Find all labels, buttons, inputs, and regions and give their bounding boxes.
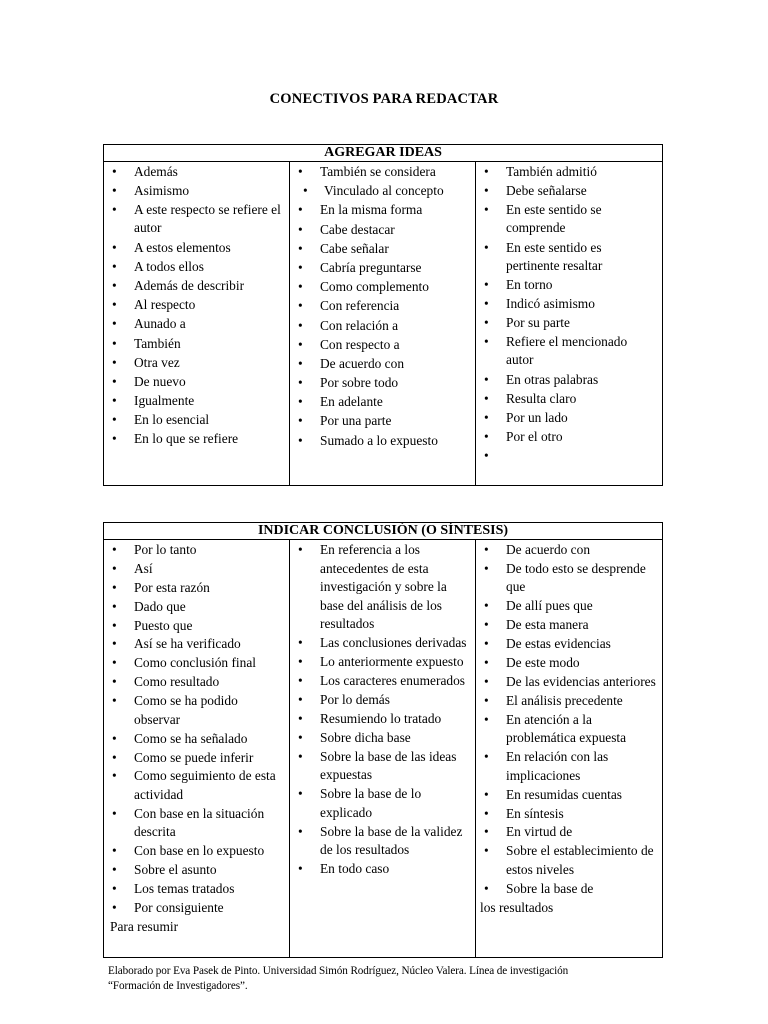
list-item: • En referencia a los antecedentes de esta investigación y sobre la base del análisis de los resultados bbox=[296, 541, 471, 634]
list-item: • Como conclusión final bbox=[110, 654, 285, 673]
list-item: • Cabría preguntarse bbox=[296, 259, 471, 277]
list-item: • En resumidas cuentas bbox=[482, 786, 658, 805]
list-item: • Resulta claro bbox=[482, 390, 658, 408]
conclusion-col-3 bbox=[476, 540, 663, 958]
conclusion-col-1-trailer: Para resumir bbox=[110, 918, 179, 934]
list-item: • Como se puede inferir bbox=[110, 749, 285, 768]
list-item: • En lo esencial bbox=[110, 411, 285, 429]
list-item: • De las evidencias anteriores bbox=[482, 673, 658, 692]
list-item: • Con respecto a bbox=[296, 336, 471, 354]
list-item: • De acuerdo con bbox=[296, 355, 471, 373]
list-item: • Por sobre todo bbox=[296, 374, 471, 392]
list-item: • Los caracteres enumerados bbox=[296, 672, 471, 691]
list-item: • Sobre la base de las ideas expuestas bbox=[296, 748, 471, 785]
list-item: • Sobre la base de la validez de los resultados bbox=[296, 823, 471, 860]
list-item: • Lo anteriormente expuesto bbox=[296, 653, 471, 672]
list-item: • Las conclusiones derivadas bbox=[296, 634, 471, 653]
list-item: • De allí pues que bbox=[482, 597, 658, 616]
list-item: • Los temas tratados bbox=[110, 880, 285, 899]
agregar-col-2 bbox=[290, 162, 476, 486]
conclusion-table bbox=[103, 522, 663, 958]
agregar-ideas-table bbox=[103, 144, 663, 486]
list-item: • Por el otro bbox=[482, 428, 658, 446]
list-item: • Por esta razón bbox=[110, 579, 285, 598]
list-item: • Asimismo bbox=[110, 182, 285, 200]
list-item: • En este sentido se comprende bbox=[482, 201, 658, 237]
list-item: • Sobre el asunto bbox=[110, 861, 285, 880]
list-item: • Con referencia bbox=[296, 297, 471, 315]
list-item: • Al respecto bbox=[110, 296, 285, 314]
list-item: • Además de describir bbox=[110, 277, 285, 295]
list-item: • En lo que se refiere bbox=[110, 430, 285, 448]
list-item: • Con base en la situación descrita bbox=[110, 805, 285, 842]
agregar-col-1 bbox=[104, 162, 290, 486]
conclusion-col-3-trailer: los resultados bbox=[480, 899, 554, 915]
list-item: • En todo caso bbox=[296, 860, 471, 879]
list-item: • También se considera bbox=[296, 163, 471, 181]
footer-credit bbox=[108, 964, 668, 994]
list-item: • Dado que bbox=[110, 598, 285, 617]
list-item: • Como resultado bbox=[110, 673, 285, 692]
list-item: • Resumiendo lo tratado bbox=[296, 710, 471, 729]
list-item: • Por consiguiente bbox=[110, 899, 285, 918]
agregar-col-3 bbox=[476, 162, 663, 486]
list-item: • Con relación a bbox=[296, 317, 471, 335]
list-item: • Cabe señalar bbox=[296, 240, 471, 258]
list-item: • También bbox=[110, 335, 285, 353]
list-item: • En relación con las implicaciones bbox=[482, 748, 658, 785]
list-item: • Por su parte bbox=[482, 314, 658, 332]
conclusion-col-2 bbox=[290, 540, 476, 958]
list-item: • A este respecto se refiere el autor bbox=[110, 201, 285, 237]
list-item: • En este sentido es pertinente resaltar bbox=[482, 239, 658, 275]
list-item: • Otra vez bbox=[110, 354, 285, 372]
list-item: • Como complemento bbox=[296, 278, 471, 296]
list-item: • Aunado a bbox=[110, 315, 285, 333]
list-item: • Sobre dicha base bbox=[296, 729, 471, 748]
list-item: • Por lo tanto bbox=[110, 541, 285, 560]
list-item: • Con base en lo expuesto bbox=[110, 842, 285, 861]
list-item: • A estos elementos bbox=[110, 239, 285, 257]
footer-line-2: “Formación de Investigadores”. bbox=[108, 980, 248, 992]
agregar-ideas-header: AGREGAR IDEAS bbox=[104, 145, 663, 162]
list-item: • Sobre la base de bbox=[482, 880, 658, 899]
list-item: • Como se ha señalado bbox=[110, 730, 285, 749]
list-item: • También admitió bbox=[482, 163, 658, 181]
list-item: • Indicó asimismo bbox=[482, 295, 658, 313]
list-item: • En atención a la problemática expuesta bbox=[482, 711, 658, 748]
list-item: • Refiere el mencionado autor bbox=[482, 333, 658, 369]
list-item: • Como seguimiento de esta actividad bbox=[110, 767, 285, 804]
list-item: • Como se ha podido observar bbox=[110, 692, 285, 729]
page-title: CONECTIVOS PARA REDACTAR bbox=[269, 91, 499, 107]
list-item: • En virtud de bbox=[482, 823, 658, 842]
list-item: • Sobre el establecimiento de estos niveles bbox=[482, 842, 658, 879]
list-item: • Debe señalarse bbox=[482, 182, 658, 200]
list-item: • Vinculado al concepto bbox=[296, 182, 471, 200]
list-item: • De estas evidencias bbox=[482, 635, 658, 654]
list-item: • Por lo demás bbox=[296, 691, 471, 710]
list-item: • Cabe destacar bbox=[296, 221, 471, 239]
conclusion-col-1 bbox=[104, 540, 290, 958]
list-item: • De esta manera bbox=[482, 616, 658, 635]
list-item: • De todo esto se desprende que bbox=[482, 560, 658, 597]
list-item: • Así se ha verificado bbox=[110, 635, 285, 654]
list-item: • De nuevo bbox=[110, 373, 285, 391]
list-item: • Igualmente bbox=[110, 392, 285, 410]
list-item: • Además bbox=[110, 163, 285, 181]
footer-line-1: Elaborado por Eva Pasek de Pinto. Universidad Simón Rodríguez, Núcleo Valera. Línea de investigación bbox=[108, 965, 569, 977]
list-item: • En síntesis bbox=[482, 805, 658, 824]
conclusion-header: INDICAR CONCLUSIÓN (O SÍNTESIS) bbox=[104, 523, 663, 540]
list-item: • Sobre la base de lo explicado bbox=[296, 785, 471, 822]
list-item: • Sumado a lo expuesto bbox=[296, 432, 471, 450]
list-item: • Por una parte bbox=[296, 412, 471, 430]
list-item: • Puesto que bbox=[110, 617, 285, 636]
list-item: • De este modo bbox=[482, 654, 658, 673]
list-item: • A todos ellos bbox=[110, 258, 285, 276]
list-item bbox=[482, 447, 658, 465]
list-item: • Así bbox=[110, 560, 285, 579]
list-item: • En otras palabras bbox=[482, 371, 658, 389]
list-item: • En adelante bbox=[296, 393, 471, 411]
list-item: • De acuerdo con bbox=[482, 541, 658, 560]
list-item: • El análisis precedente bbox=[482, 692, 658, 711]
list-item: • En la misma forma bbox=[296, 201, 471, 219]
list-item: • En torno bbox=[482, 276, 658, 294]
list-item: • Por un lado bbox=[482, 409, 658, 427]
